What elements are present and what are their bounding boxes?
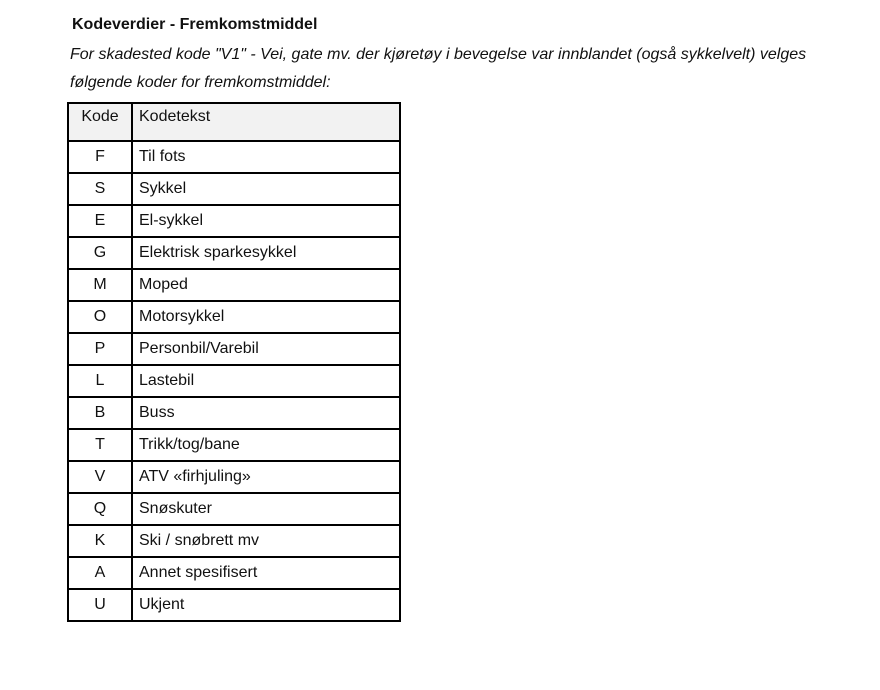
intro-line-2: følgende koder for fremkomstmiddel: bbox=[70, 74, 331, 91]
section-heading: Kodeverdier - Fremkomstmiddel bbox=[72, 16, 318, 33]
table-row bbox=[68, 173, 400, 205]
table-row bbox=[68, 557, 400, 589]
header-code: Kode bbox=[68, 103, 132, 141]
table-row bbox=[68, 301, 400, 333]
row-code: K bbox=[68, 525, 132, 557]
row-code: V bbox=[68, 461, 132, 493]
row-code: M bbox=[68, 269, 132, 301]
row-code: Q bbox=[68, 493, 132, 525]
row-text: ATV «firhjuling» bbox=[132, 461, 400, 493]
table-row bbox=[68, 269, 400, 301]
row-text: Elektrisk sparkesykkel bbox=[132, 237, 400, 269]
row-text: Snøskuter bbox=[132, 493, 400, 525]
row-code: S bbox=[68, 173, 132, 205]
row-text: El-sykkel bbox=[132, 205, 400, 237]
table-row bbox=[68, 333, 400, 365]
table-row bbox=[68, 397, 400, 429]
table-row bbox=[68, 429, 400, 461]
table-row bbox=[68, 141, 400, 173]
intro-paragraph bbox=[70, 41, 870, 97]
row-text: Motorsykkel bbox=[132, 301, 400, 333]
intro-line-1: For skadested kode "V1" - Vei, gate mv. der kjøretøy i bevegelse var innblandet (også sykkelvelt) velges bbox=[70, 46, 807, 63]
row-code: F bbox=[68, 141, 132, 173]
row-text: Trikk/tog/bane bbox=[132, 429, 400, 461]
row-text: Annet spesifisert bbox=[132, 557, 400, 589]
row-code: U bbox=[68, 589, 132, 621]
table-header-row bbox=[68, 103, 400, 141]
row-code: B bbox=[68, 397, 132, 429]
row-code: L bbox=[68, 365, 132, 397]
row-code: G bbox=[68, 237, 132, 269]
row-code: A bbox=[68, 557, 132, 589]
table-row bbox=[68, 205, 400, 237]
row-code: P bbox=[68, 333, 132, 365]
row-code: O bbox=[68, 301, 132, 333]
table-row bbox=[68, 493, 400, 525]
row-code: T bbox=[68, 429, 132, 461]
row-text: Sykkel bbox=[132, 173, 400, 205]
table-row bbox=[68, 365, 400, 397]
row-text: Til fots bbox=[132, 141, 400, 173]
row-text: Ukjent bbox=[132, 589, 400, 621]
table-row bbox=[68, 589, 400, 621]
row-text: Personbil/Varebil bbox=[132, 333, 400, 365]
table-row bbox=[68, 461, 400, 493]
code-table bbox=[67, 102, 401, 622]
row-text: Buss bbox=[132, 397, 400, 429]
table-row bbox=[68, 525, 400, 557]
header-code-text: Kodetekst bbox=[132, 103, 400, 141]
row-text: Moped bbox=[132, 269, 400, 301]
table-row bbox=[68, 237, 400, 269]
row-text: Lastebil bbox=[132, 365, 400, 397]
row-code: E bbox=[68, 205, 132, 237]
row-text: Ski / snøbrett mv bbox=[132, 525, 400, 557]
